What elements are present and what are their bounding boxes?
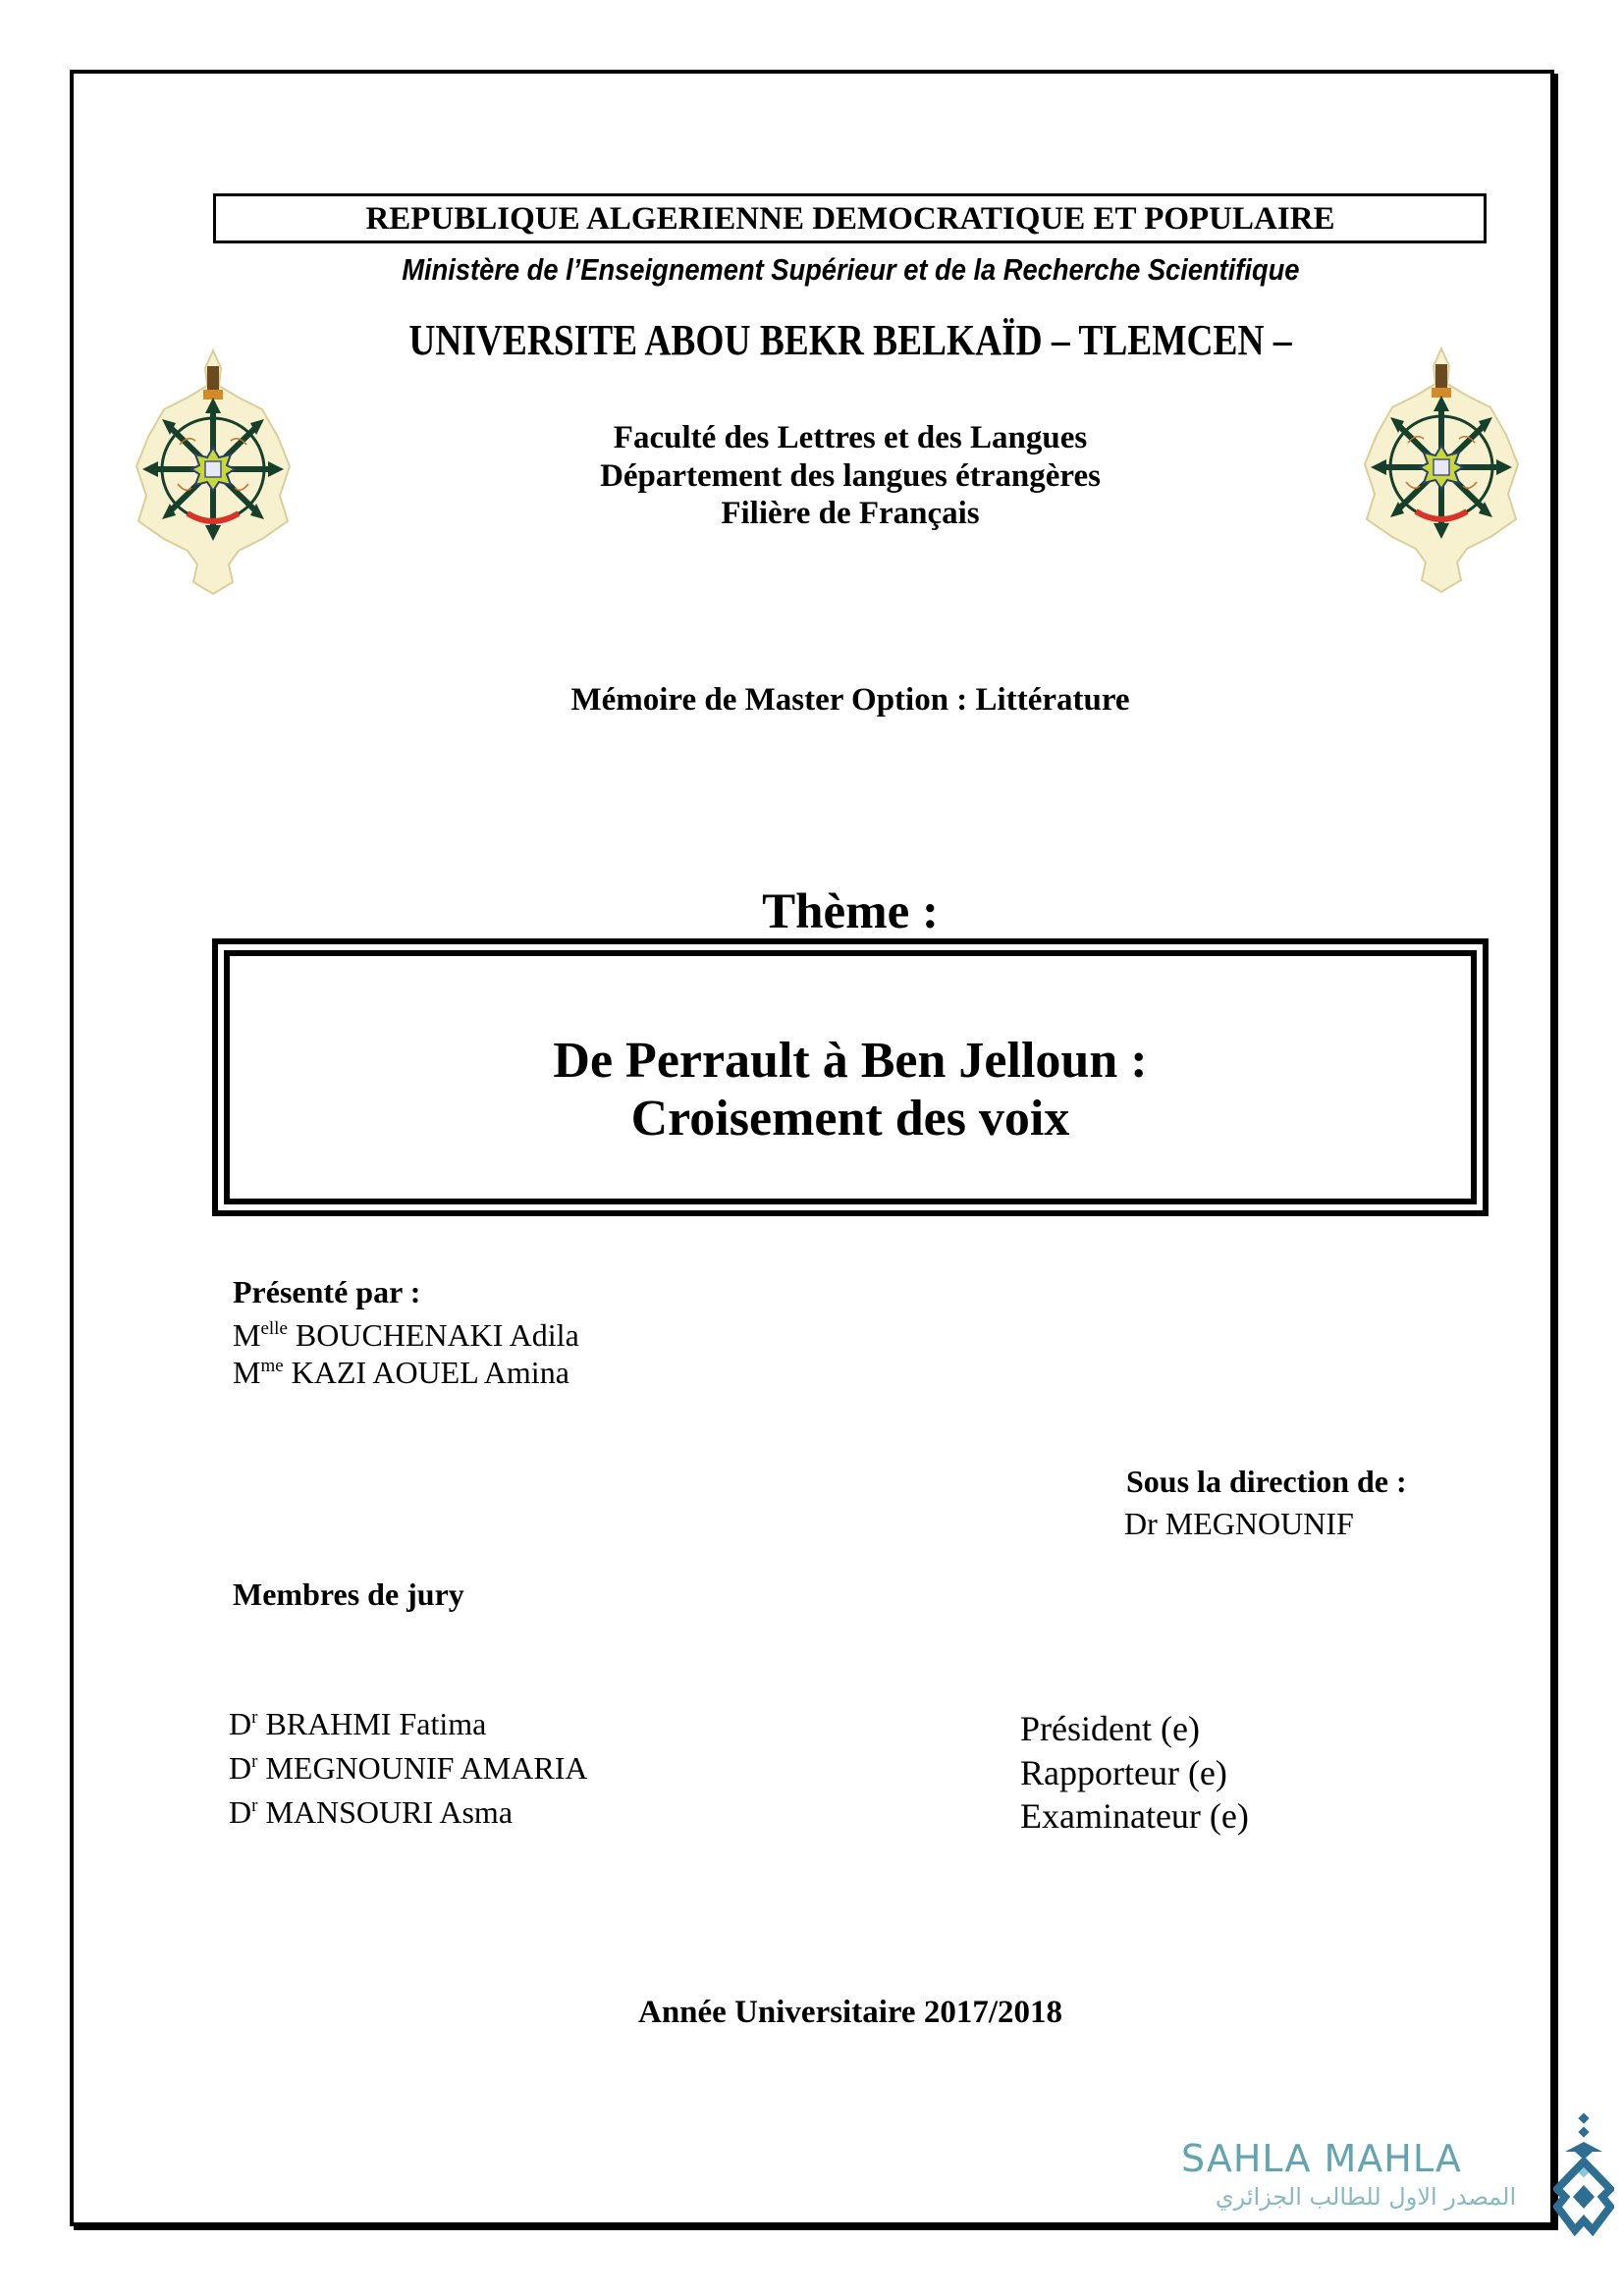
department-name: Département des langues étrangères: [600, 458, 1101, 494]
jury-label: Membres de jury: [233, 1576, 464, 1612]
theme-label: Thème :: [762, 884, 939, 939]
jury-member-name: BRAHMI Fatima: [265, 1706, 487, 1741]
thesis-type: Mémoire de Master Option : Littérature: [570, 682, 1130, 718]
jury-role-1: Président (e): [1020, 1709, 1200, 1748]
jury-member-title-sup: r: [251, 1795, 258, 1816]
presented-by-label: Présenté par :: [233, 1274, 421, 1309]
jury-member-title-sup: r: [251, 1707, 258, 1728]
jury-member-title-sup: r: [251, 1751, 258, 1772]
republic-heading: REPUBLIQUE ALGERIENNE DEMOCRATIQUE ET POPULAIRE: [365, 201, 1335, 237]
jury-member-2: [229, 1752, 587, 1784]
jury-member-title: D: [229, 1706, 252, 1741]
student-title-sup: me: [260, 1356, 284, 1376]
thesis-title-line-2: Croisement des voix: [630, 1091, 1070, 1147]
supervision-label: Sous la direction de :: [1126, 1464, 1407, 1499]
student-title: M: [233, 1355, 261, 1390]
jury-member-name: MEGNOUNIF AMARIA: [265, 1750, 588, 1786]
student-1: [233, 1319, 579, 1351]
student-title: M: [233, 1317, 261, 1353]
student-name: BOUCHENAKI Adila: [295, 1317, 579, 1353]
university-text: UNIVERSITE ABOU BEKR BELKAÏD – TLEMCEN –: [408, 316, 1292, 364]
jury-role-3: Examinateur (e): [1020, 1796, 1249, 1836]
student-name: KAZI AOUEL Amina: [291, 1355, 569, 1390]
supervisor-name: Dr MEGNOUNIF: [1124, 1506, 1354, 1541]
faculty-name: Faculté des Lettres et des Langues: [613, 420, 1088, 455]
academic-year: Année Universitaire 2017/2018: [637, 1995, 1062, 2030]
watermark-brand: SAHLA MAHLA: [1181, 2137, 1462, 2180]
program-name: Filière de Français: [721, 496, 980, 531]
jury-role-2: Rapporteur (e): [1020, 1753, 1227, 1792]
jury-member-3: [229, 1796, 513, 1828]
ministry-text: Ministère de l’Enseignement Supérieur et de la Recherche Scientifique: [401, 252, 1300, 287]
student-title-sup: elle: [260, 1318, 288, 1339]
student-2: [233, 1357, 569, 1388]
jury-member-title: D: [229, 1794, 252, 1830]
jury-member-title: D: [229, 1750, 252, 1786]
jury-member-name: MANSOURI Asma: [265, 1794, 514, 1830]
sahla-mahla-logo-icon: [1553, 2112, 1614, 2241]
ministry-heading: [0, 254, 1624, 285]
jury-member-1: [229, 1708, 486, 1739]
watermark-tagline: المصدر الاول للطالب الجزائري: [1215, 2183, 1517, 2211]
thesis-title-line-1: De Perrault à Ben Jelloun :: [553, 1033, 1148, 1089]
